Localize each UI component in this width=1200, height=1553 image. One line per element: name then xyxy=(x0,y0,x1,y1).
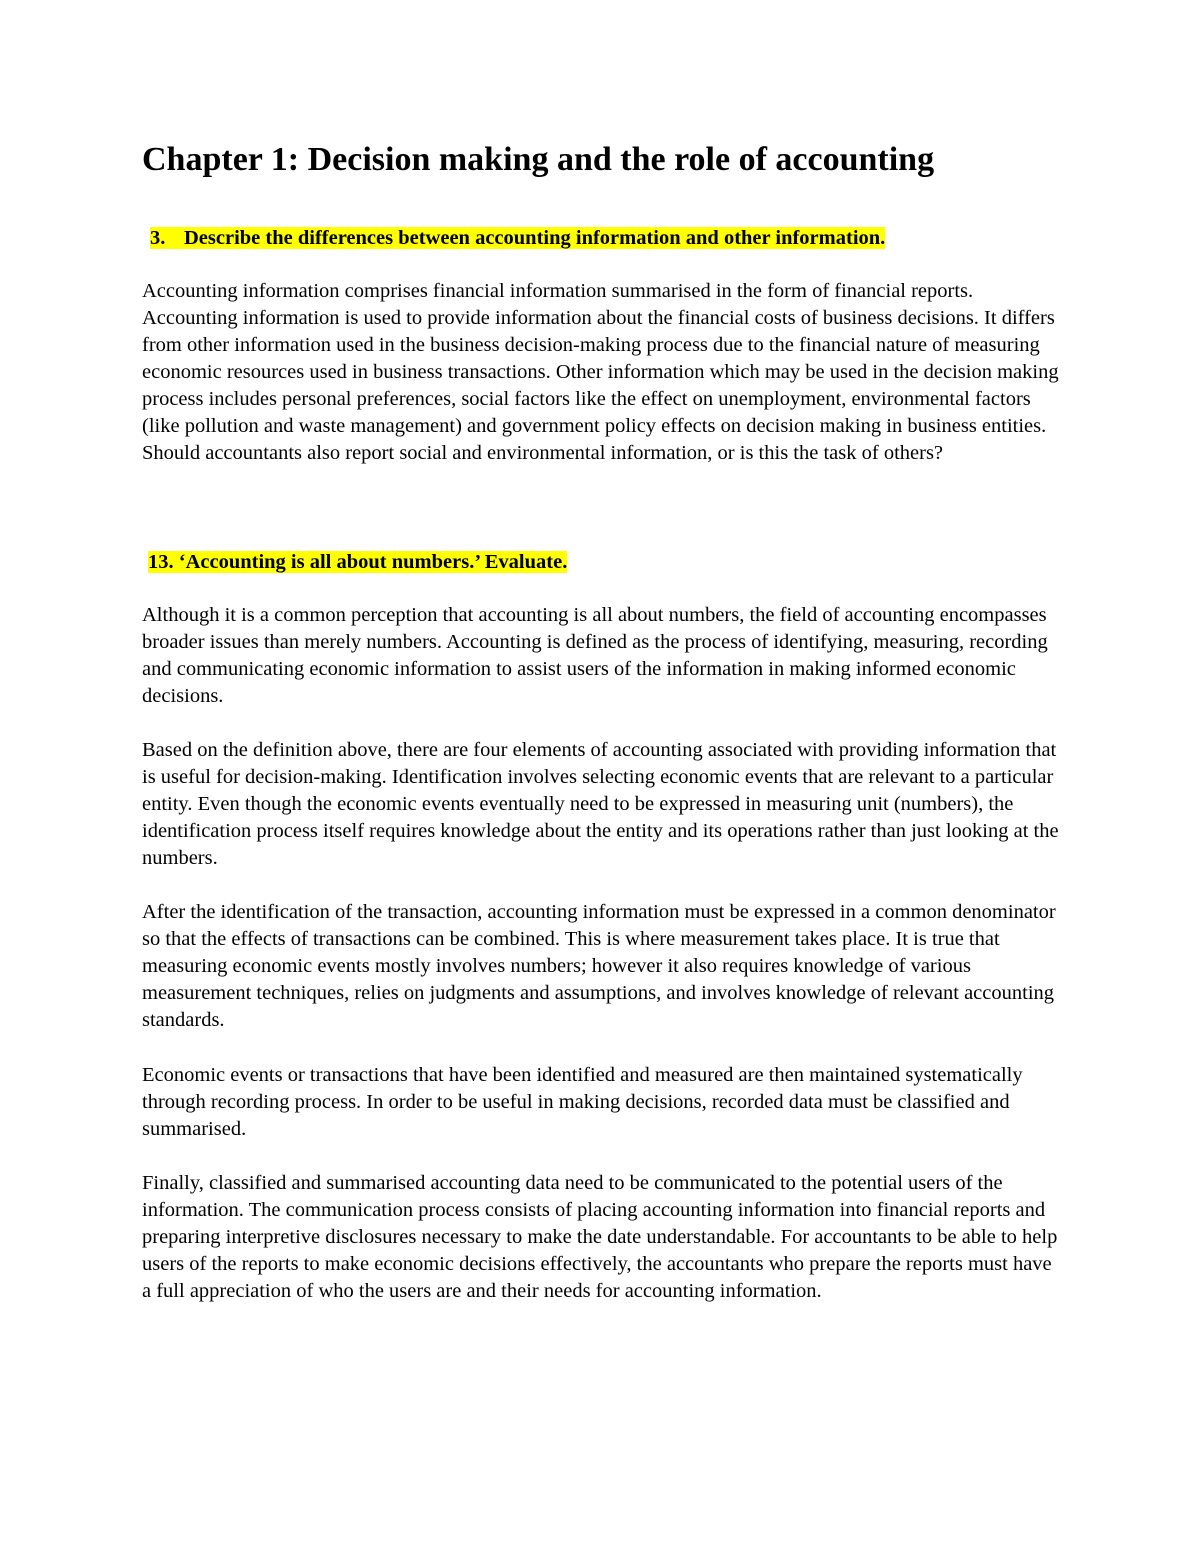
question-13-answer-paragraph-1: Although it is a common perception that accounting is all about numbers, the field of accounting encompasses broader issues than merely numbers. Accounting is defined as the process of identifying, measuring, recording and communicating economic information to assist users of the information in making informed economic decisions. xyxy=(142,604,1048,707)
question-13-number: 13. xyxy=(148,551,174,573)
question-13-answer-paragraph-3: After the identification of the transaction, accounting information must be expressed in a common denominator so that the effects of transactions can be combined. This is where measurement takes place. It is true that measuring economic events mostly involves numbers; however it also requires knowledge of various measurement techniques, relies on judgments and assumptions, and involves knowledge of relevant accounting standards. xyxy=(142,901,1056,1031)
question-3-heading xyxy=(150,225,885,252)
question-13-answer-paragraph-2: Based on the definition above, there are four elements of accounting associated with providing information that is useful for decision-making. Identification involves selecting economic events that are relevant to a particular entity. Even though the economic events eventually need to be expressed in measuring unit (numbers), the identification process itself requires knowledge about the entity and its operations rather than just looking at the numbers. xyxy=(142,739,1059,869)
question-3-number: 3. xyxy=(150,227,166,249)
question-13-answer-paragraph-5: Finally, classified and summarised accounting data need to be communicated to the potential users of the information. The communication process consists of placing accounting information into financial reports and preparing interpretive disclosures necessary to make the date understandable. For accountants to be able to help users of the reports to make economic decisions effectively, the accountants who prepare the reports must have a full appreciation of who the users are and their needs for accounting information. xyxy=(142,1172,1058,1302)
question-13-text: ‘Accounting is all about numbers.’ Evaluate. xyxy=(178,551,568,573)
question-13-answer-paragraph-4: Economic events or transactions that have been identified and measured are then maintained systematically through recording process. In order to be useful in making decisions, recorded data must be classified and summarised. xyxy=(142,1064,1023,1140)
question-3-highlight xyxy=(150,227,885,249)
question-3-answer-paragraph: Accounting information comprises financial information summarised in the form of financial reports. Accounting information is used to provide information about the financial costs of business decisions. It differs from other information used in the business decision-making process due to the financial nature of measuring economic resources used in business transactions. Other information which may be used in the decision making process includes personal preferences, social factors like the effect on unemployment, environmental factors (like pollution and waste management) and government policy effects on decision making in business entities. Should accountants also report social and environmental information, or is this the task of others? xyxy=(142,280,1059,464)
question-3-text: Describe the differences between accounting information and other information. xyxy=(184,227,886,249)
question-13-highlight xyxy=(148,551,567,573)
chapter-title: Chapter 1: Decision making and the role of accounting xyxy=(142,141,935,178)
question-13-heading xyxy=(148,549,567,576)
